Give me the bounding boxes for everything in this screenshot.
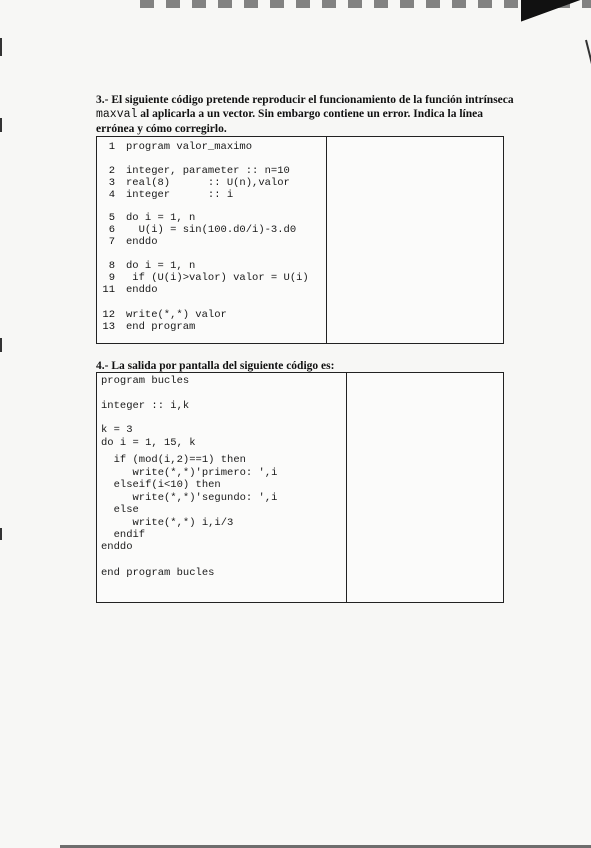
scan-edge-right bbox=[585, 40, 591, 157]
code-line: integer :: i,k bbox=[101, 400, 190, 412]
code-line: if (U(i)>valor) valor = U(i) bbox=[126, 272, 309, 284]
code-line: if (mod(i,2)==1) then bbox=[101, 454, 246, 466]
code-line: real(8) :: U(n),valor bbox=[126, 177, 290, 189]
code-line: write(*,*)'segundo: ',i bbox=[101, 492, 278, 504]
code-line: program bucles bbox=[101, 375, 190, 387]
code-line: end program bucles bbox=[101, 567, 215, 579]
question-4-label: 4.- La salida por pantalla del siguiente código es: bbox=[96, 360, 335, 372]
question-3-suffix: al aplicarla a un vector. Sin embargo contiene un error. Indica la línea errónea y cómo corregirlo. bbox=[96, 108, 483, 135]
question-3-prefix: 3.- El siguiente código pretende reproducir el funcionamiento de la función intrínseca bbox=[96, 94, 514, 106]
code-box-question-3 bbox=[96, 136, 504, 344]
scan-mark-left bbox=[0, 118, 2, 132]
code-line: k = 3 bbox=[101, 424, 133, 436]
scan-mark-left bbox=[0, 38, 2, 56]
line-number: 9 bbox=[108, 272, 115, 284]
code-line: write(*,*) valor bbox=[126, 309, 227, 321]
line-number: 5 bbox=[108, 212, 115, 224]
code-line: else bbox=[101, 504, 139, 516]
code-line: end program bbox=[126, 321, 196, 333]
line-number: 3 bbox=[108, 177, 115, 189]
code-line: write(*,*)'primero: ',i bbox=[101, 467, 278, 479]
code-line: integer :: i bbox=[126, 189, 234, 201]
line-number: 12 bbox=[102, 309, 115, 321]
answer-column-divider bbox=[326, 137, 327, 343]
line-number: 7 bbox=[108, 236, 115, 248]
code-line: do i = 1, n bbox=[126, 212, 196, 224]
code-line: do i = 1, 15, k bbox=[101, 437, 196, 449]
line-number: 4 bbox=[108, 189, 115, 201]
question-4-text bbox=[96, 359, 516, 373]
code-line: enddo bbox=[101, 541, 133, 553]
line-number: 1 bbox=[108, 141, 115, 153]
function-name: maxval bbox=[96, 108, 138, 121]
code-line: do i = 1, n bbox=[126, 260, 196, 272]
line-number: 13 bbox=[102, 321, 115, 333]
answer-column-divider bbox=[346, 373, 347, 602]
code-box-question-4 bbox=[96, 372, 504, 603]
question-3-text bbox=[96, 93, 516, 136]
code-line: integer, parameter :: n=10 bbox=[126, 165, 290, 177]
code-line: U(i) = sin(100.d0/i)-3.d0 bbox=[126, 224, 297, 236]
scan-mark-left bbox=[0, 528, 2, 540]
code-line: enddo bbox=[126, 284, 158, 296]
code-line: write(*,*) i,i/3 bbox=[101, 517, 234, 529]
line-number: 8 bbox=[108, 260, 115, 272]
line-number: 2 bbox=[108, 165, 115, 177]
scan-corner-shadow bbox=[521, 0, 591, 22]
code-line: enddo bbox=[126, 236, 158, 248]
line-number: 6 bbox=[108, 224, 115, 236]
code-line: program valor_maximo bbox=[126, 141, 253, 153]
line-number: 11 bbox=[102, 284, 115, 296]
code-line: elseif(i<10) then bbox=[101, 479, 221, 491]
code-line: endif bbox=[101, 529, 146, 541]
scan-mark-left bbox=[0, 338, 2, 352]
